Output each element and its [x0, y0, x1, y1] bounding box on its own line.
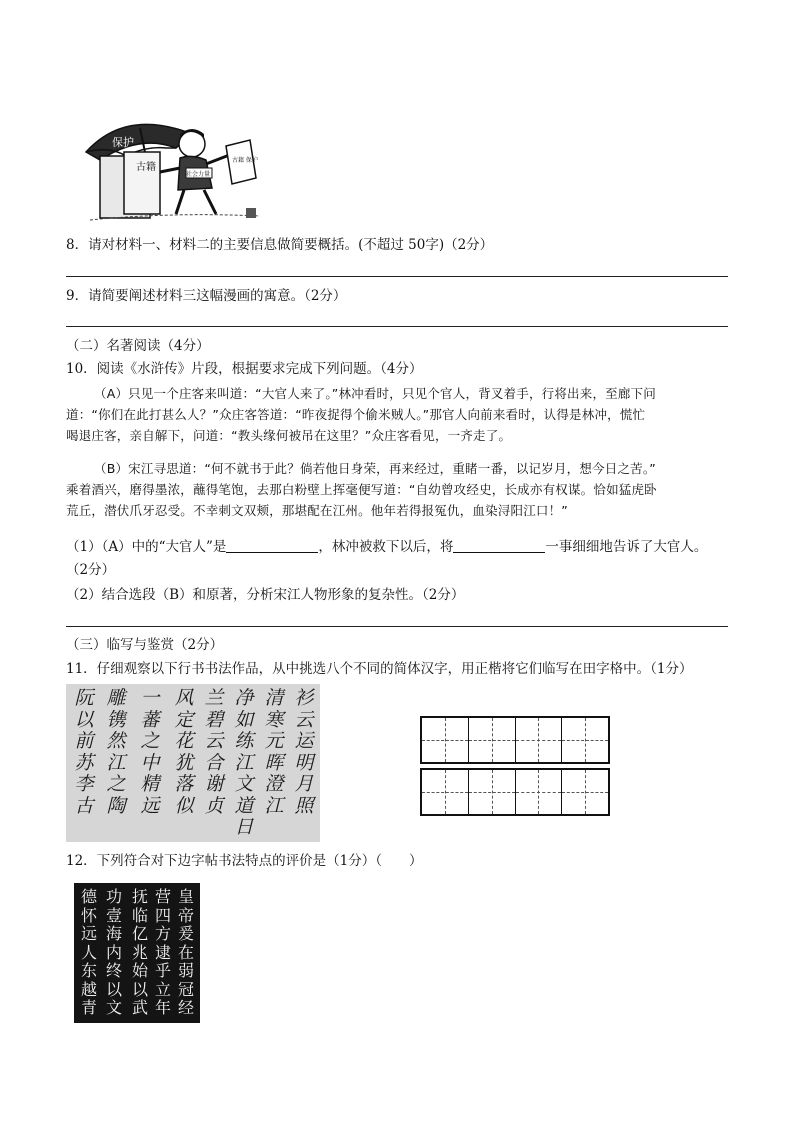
- tianzige-cell[interactable]: [562, 718, 608, 762]
- question-9: 9．请简要阐述材料三这幅漫画的寓意。（2分）: [66, 288, 347, 304]
- blank-1[interactable]: [226, 538, 318, 553]
- passage-b-line: 荒丘，潜伏爪牙忍受。不幸刺文双颊，那堪配在江州。他年若得报冤仇，血染浔阳江口！”: [66, 503, 568, 518]
- rubbing-column: 营 四 方 逮 乎 立 年: [154, 887, 171, 1017]
- tianzige-cell[interactable]: [562, 770, 608, 814]
- tianzige-cell[interactable]: [422, 718, 469, 762]
- question-10-1-score: （2分）: [66, 562, 116, 578]
- tianzige-cell[interactable]: [469, 770, 516, 814]
- answer-line-10-2[interactable]: [66, 626, 728, 627]
- tianzige-cell[interactable]: [469, 718, 516, 762]
- passage-a-line: 喝退庄客，亲自解下，问道：“教头缘何被吊在这里？”众庄客看见，一齐走了。: [66, 428, 512, 443]
- question-8: 8．请对材料一、材料二的主要信息做简要概括。(不超过 50字)（2分）: [66, 237, 494, 253]
- calligraphy-column: 雕 镌 然 江 之 陶: [106, 687, 126, 817]
- calligraphy-column: 清 寒 元 晖 澄 江: [264, 687, 284, 817]
- passage-b-line: 乘着酒兴，磨得墨浓，蘸得笔饱，去那白粉壁上挥毫便写道：“自幼曾攻经史，长成亦有权谋。恰如猛虎卧: [66, 482, 657, 497]
- umbrella-text: 保护: [112, 136, 134, 149]
- tianzige-cell[interactable]: [422, 770, 469, 814]
- blank-2[interactable]: [453, 538, 545, 553]
- passage-a: [66, 383, 730, 446]
- passage-b-line: （B）宋江寻思道：“何不就书于此？倘若他日身荣，再来经过，重睹一番，以记岁月，想今日之苦。”: [94, 461, 656, 476]
- calligraphy-column: 衫 云 运 明 月 照: [294, 687, 314, 817]
- calligraphy-column: 净 如 练 江 文 道 日: [234, 687, 254, 838]
- answer-line-9[interactable]: [66, 326, 728, 327]
- question-10: 10．阅读《水浒传》片段，根据要求完成下列问题。（4分）: [66, 361, 423, 377]
- passage-b: [66, 458, 730, 521]
- calligraphy-column: 风 定 花 犹 落 似: [174, 687, 194, 817]
- rubbing-column: 抚 临 亿 兆 始 以 武: [131, 887, 148, 1017]
- passage-a-line: （A）只见一个庄客来叫道：“大官人来了。”林冲看时，只见个官人，背叉着手，行将出来，至廊下问: [94, 386, 656, 401]
- tianzige-cell[interactable]: [516, 770, 563, 814]
- question-10-2: （2）结合选段（B）和原著，分析宋江人物形象的复杂性。（2分）: [66, 587, 465, 603]
- rubbing-column: 德 怀 远 人 东 越 青: [80, 887, 97, 1017]
- sign-text: 社会力量: [186, 171, 211, 178]
- calligraphy-column: 一 蕃 之 中 精 远: [140, 687, 160, 817]
- section-2-title: （二）名著阅读（4分）: [66, 338, 210, 354]
- rubbing-column: 皇 帝 爰 在 弱 冠 经: [177, 887, 194, 1017]
- answer-line-8[interactable]: [66, 276, 728, 277]
- tianzige-row-1: [420, 716, 610, 764]
- question-11: 11．仔细观察以下行书书法作品，从中挑选八个不同的简体汉字，用正楷将它们临写在田字格中。（1分）: [66, 661, 693, 677]
- passage-a-line: 道：“你们在此打甚么人？”众庄客答道：“昨夜捉得个偷米贼人。”那官人向前来看时，认得是林冲，慌忙: [66, 407, 646, 422]
- tianzige-row-2: [420, 768, 610, 816]
- question-12: 12．下列符合对下边字帖书法特点的评价是（1分）（ ）: [66, 853, 423, 869]
- question-10-1: （1）（A）中的“大官人”是 ，林冲被救下以后，将 一事细细地告诉了大官人。: [66, 539, 708, 555]
- calligraphy-column: 兰 碧 云 合 谢 贞: [204, 687, 224, 817]
- section-3-title: （三）临写与鉴赏（2分）: [66, 637, 224, 653]
- bag-text: 古籍 保护: [232, 157, 258, 164]
- book-text: 古籍: [136, 162, 156, 173]
- rubbing-column: 功 壹 海 内 终 以 文: [105, 887, 122, 1017]
- cartoon-illustration: [80, 108, 266, 224]
- calligraphy-column: 阮 以 前 苏 李 古: [74, 687, 94, 817]
- stele-rubbing: [74, 883, 200, 1023]
- tianzige-cell[interactable]: [516, 718, 563, 762]
- calligraphy-work: [66, 684, 320, 842]
